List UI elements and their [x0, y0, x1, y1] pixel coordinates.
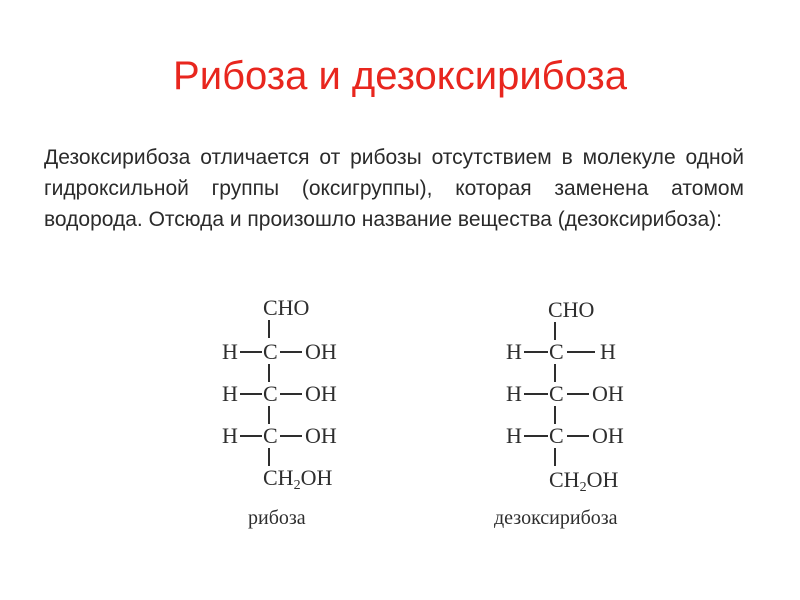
ribose-row2-right: OH: [305, 381, 337, 406]
ribose-row2-carbon: C: [263, 381, 278, 406]
ribose-bond: [280, 351, 302, 353]
ribose-bond: [268, 406, 270, 424]
deoxyribose-bond: [567, 393, 589, 395]
ribose-bond: [240, 351, 262, 353]
deoxyribose-caption: дезоксирибоза: [494, 507, 618, 529]
deoxyribose-bond: [567, 435, 589, 437]
deoxyribose-bottom-group: $CH_2OH$: [549, 467, 619, 495]
ribose-row1-left: H: [222, 339, 238, 364]
deoxyribose-bond: [524, 351, 548, 353]
deoxyribose-row1-left: H: [506, 339, 522, 364]
ribose-caption: рибоза: [248, 507, 306, 529]
ribose-row3-carbon: C: [263, 423, 278, 448]
ribose-bond: [280, 393, 302, 395]
deoxyribose-row2-carbon: C: [549, 381, 564, 406]
deoxyribose-row3-left: H: [506, 423, 522, 448]
deoxyribose-bond: [554, 322, 556, 340]
slide-paragraph: Дезоксирибоза отличается от рибозы отсутствием в молекуле одной гидроксильной группы (оксигруппы), которая заменена атомом водорода. Отсюда и произошло название вещества (дезоксирибоза):: [44, 146, 744, 231]
ribose-bond: [280, 435, 302, 437]
deoxyribose-top-group: CHO: [548, 297, 595, 322]
deoxyribose-bond: [554, 364, 556, 382]
deoxyribose-bond: [524, 393, 548, 395]
ribose-row1-carbon: C: [263, 339, 278, 364]
ribose-top-group: CHO: [263, 295, 310, 320]
deoxyribose-row3-carbon: C: [549, 423, 564, 448]
ribose-bond: [268, 364, 270, 382]
ribose-bond: [268, 448, 270, 466]
ribose-row1-right: OH: [305, 339, 337, 364]
ribose-row2-left: H: [222, 381, 238, 406]
deoxyribose-row2-left: H: [506, 381, 522, 406]
slide-title: Рибоза и дезоксирибоза: [173, 54, 627, 98]
deoxyribose-bond: [567, 351, 595, 353]
ribose-bond: [240, 393, 262, 395]
ribose-row3-right: OH: [305, 423, 337, 448]
ribose-row3-left: H: [222, 423, 238, 448]
deoxyribose-bond: [554, 448, 556, 466]
deoxyribose-row1-right: H: [600, 339, 616, 364]
deoxyribose-row3-right: OH: [592, 423, 624, 448]
ribose-bottom-group: $CH_2OH$: [263, 465, 333, 493]
deoxyribose-bond: [554, 406, 556, 424]
deoxyribose-bond: [524, 435, 548, 437]
deoxyribose-row2-right: OH: [592, 381, 624, 406]
ribose-bond: [240, 435, 262, 437]
deoxyribose-row1-carbon: C: [549, 339, 564, 364]
ribose-bond: [268, 320, 270, 338]
